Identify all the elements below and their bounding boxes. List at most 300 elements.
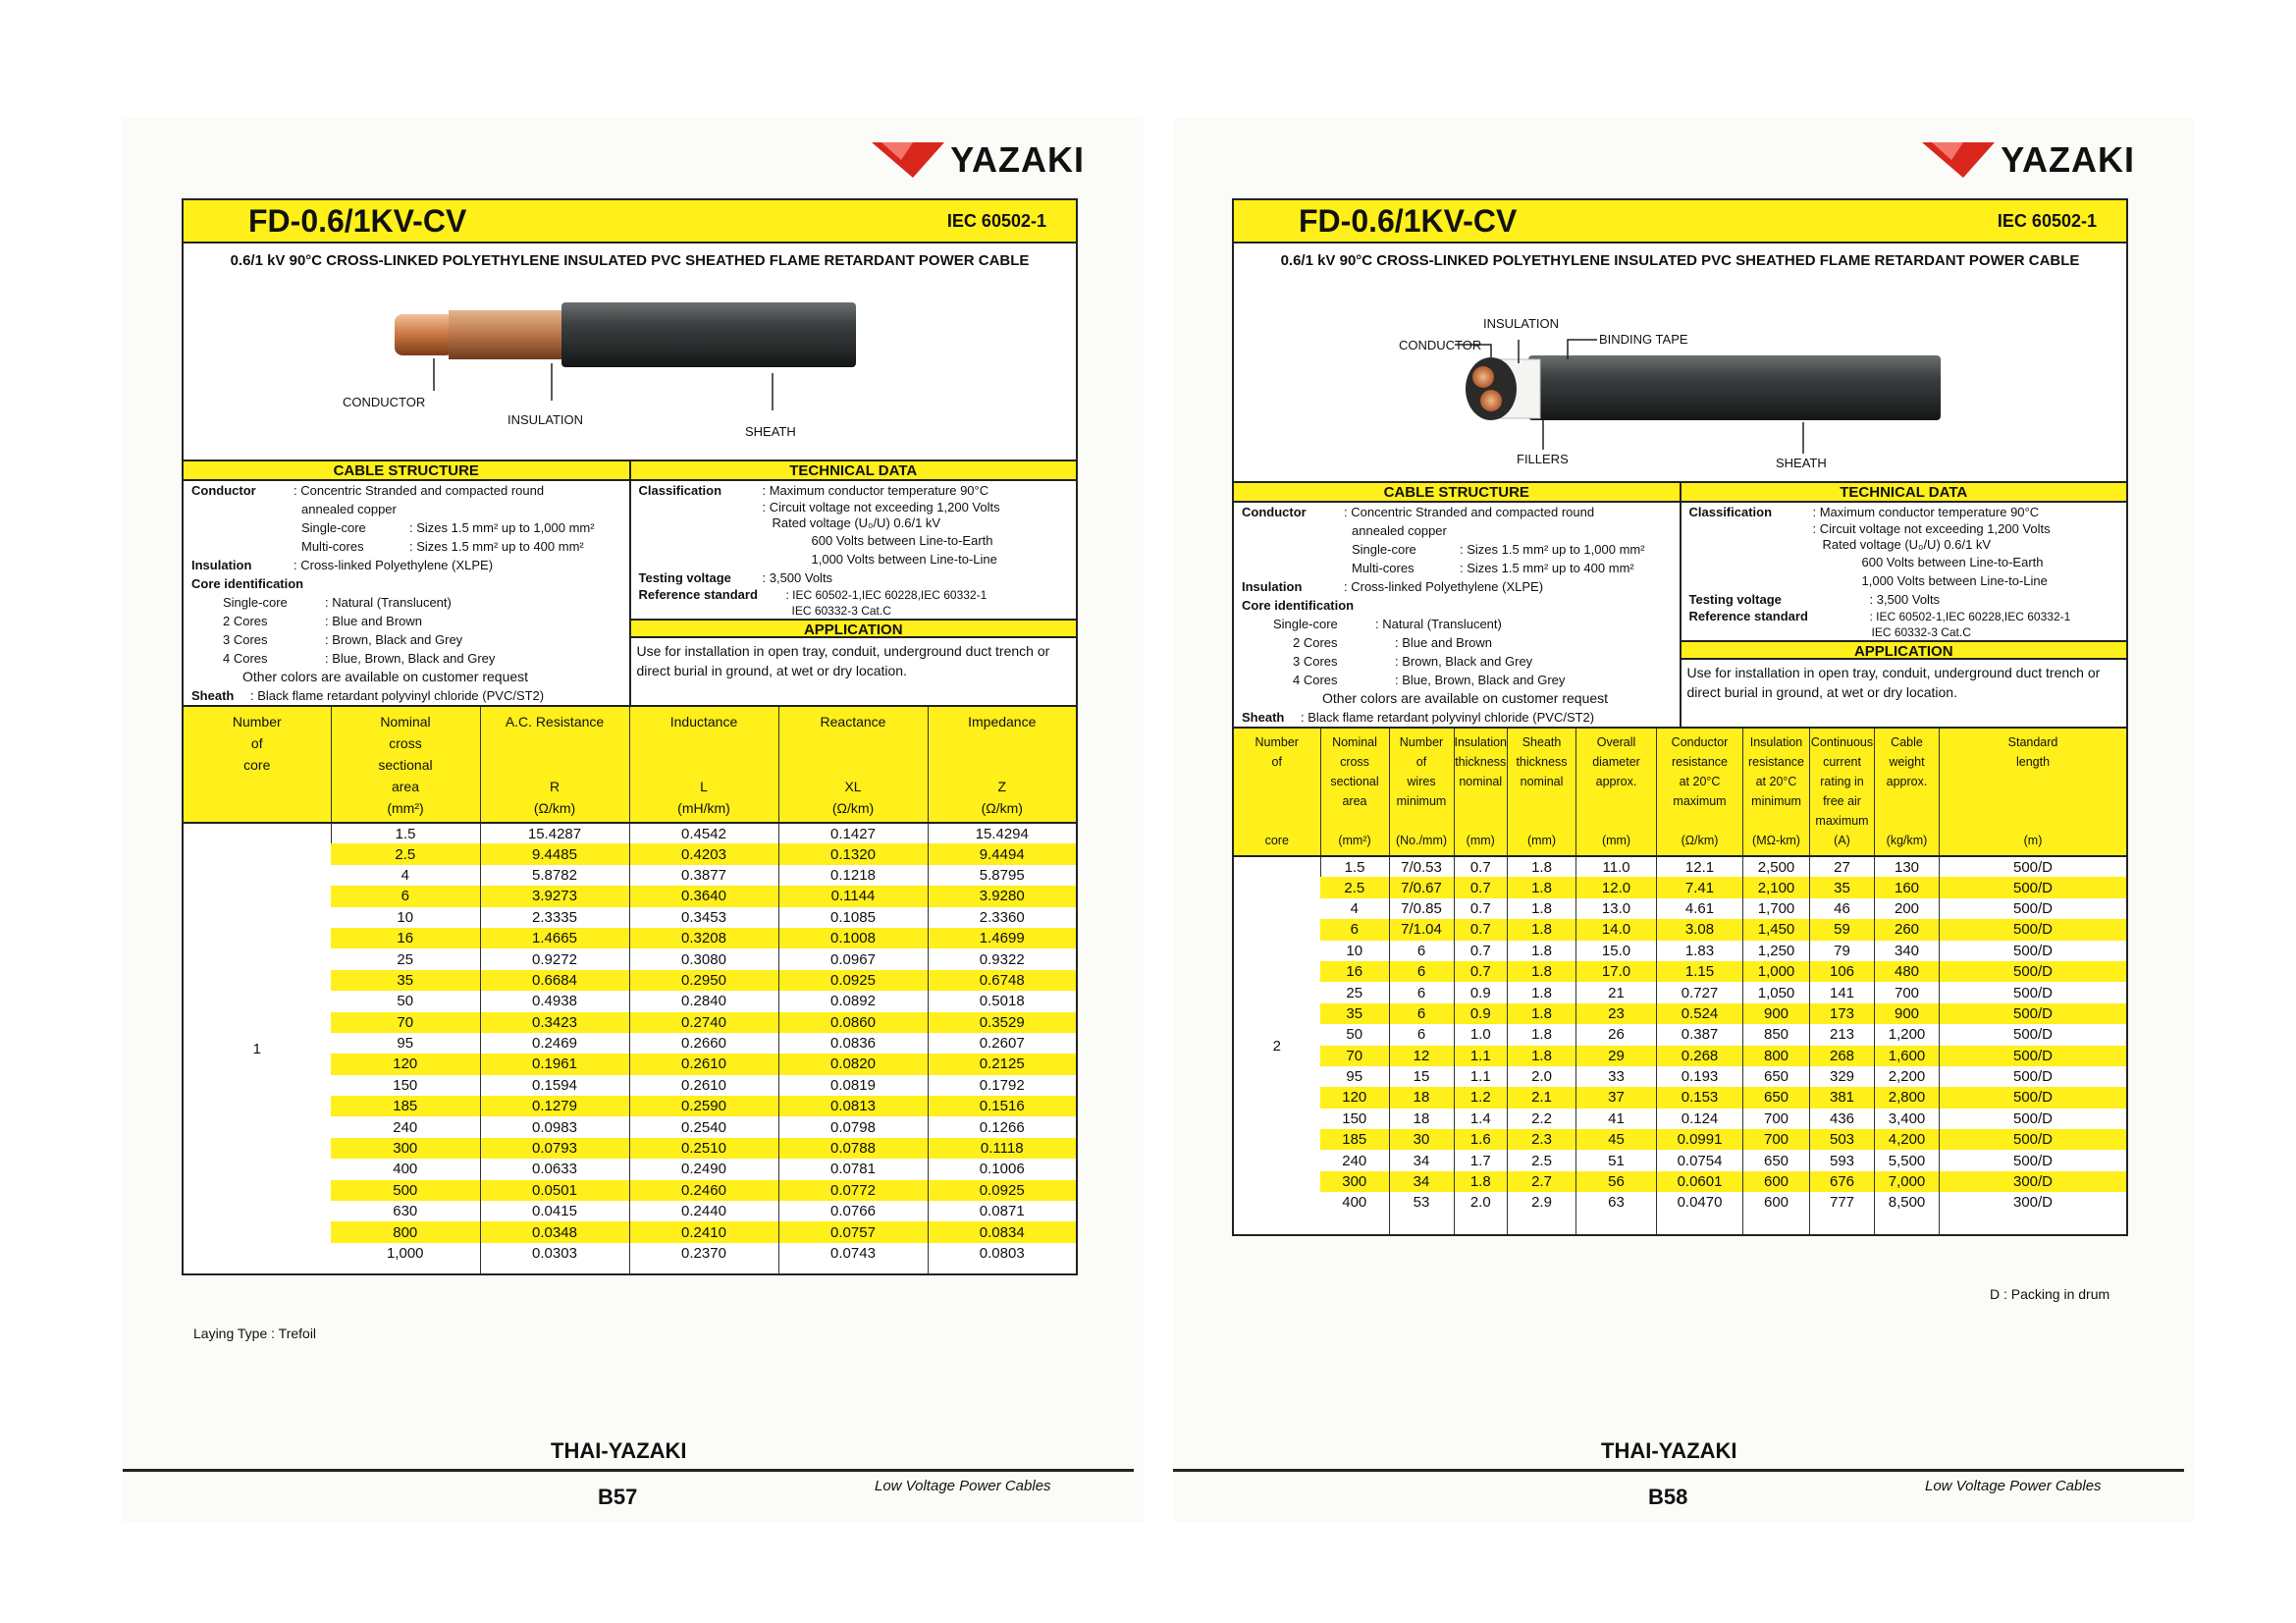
table-cell: 16 xyxy=(331,928,480,948)
core-id-key: Single-core xyxy=(223,595,288,610)
table-cell: 1.4665 xyxy=(480,928,629,948)
conductor-text-2: annealed copper xyxy=(301,502,397,516)
table-cell: 0.2460 xyxy=(629,1180,778,1201)
callout-binding-tape: BINDING TAPE xyxy=(1599,332,1688,347)
table-header-row xyxy=(184,707,1076,823)
insulation-text: : Cross-linked Polyethylene (XLPE) xyxy=(1344,579,1544,594)
table-cell: 500/D xyxy=(1940,898,2126,919)
table-cell: 2,800 xyxy=(1875,1087,1940,1108)
table-cell: 2.5 xyxy=(1320,877,1389,897)
packing-note: D : Packing in drum xyxy=(1990,1286,2110,1302)
header-impedance: Impedance Z (Ω/km) xyxy=(928,707,1076,823)
table-cell: 0.2540 xyxy=(629,1116,778,1137)
table-cell: 13.0 xyxy=(1576,898,1657,919)
table-cell: 1.8 xyxy=(1508,898,1576,919)
table-row xyxy=(1234,877,2126,897)
header-cable-weight: Cable weight approx. (kg/km) xyxy=(1875,729,1940,856)
testing-voltage-label: Testing voltage xyxy=(1688,592,1782,607)
callout-conductor: CONDUCTOR xyxy=(343,395,426,409)
table-cell: 0.6684 xyxy=(480,970,629,991)
table-row xyxy=(1234,856,2126,877)
product-title: FD-0.6/1KV-CV xyxy=(1299,202,1518,239)
header-number-of-core: Number of core xyxy=(1234,729,1320,856)
classification-line: Rated voltage (U₀/U) 0.6/1 kV xyxy=(1822,537,1992,552)
conductor-label: Conductor xyxy=(1242,505,1307,519)
core-id-value: : Brown, Black and Grey xyxy=(1395,654,1533,669)
table-cell: 1,050 xyxy=(1743,982,1810,1002)
table-cell: 0.2610 xyxy=(629,1054,778,1074)
table-cell: 593 xyxy=(1810,1150,1875,1170)
table-cell: 15.0 xyxy=(1576,941,1657,961)
table-cell: 70 xyxy=(331,1012,480,1033)
table-cell: 900 xyxy=(1743,1003,1810,1024)
callout-sheath: SHEATH xyxy=(1776,456,1827,470)
table-cell: 41 xyxy=(1576,1109,1657,1129)
table-cell: 173 xyxy=(1810,1003,1875,1024)
table-cell: 21 xyxy=(1576,982,1657,1002)
table-cell: 130 xyxy=(1875,856,1940,877)
table-cell: 2.3335 xyxy=(480,907,629,928)
table-cell: 0.0601 xyxy=(1657,1171,1743,1192)
table-cell: 500/D xyxy=(1940,856,2126,877)
testing-voltage-value: : 3,500 Volts xyxy=(762,570,833,585)
conductor-text: : Concentric Stranded and compacted round xyxy=(294,483,545,498)
conductor-label: Conductor xyxy=(191,483,256,498)
table-cell: 0.1594 xyxy=(480,1075,629,1096)
table-cell: 1.4699 xyxy=(928,928,1076,948)
core-id-value: : Brown, Black and Grey xyxy=(325,632,463,647)
table-cell: 1,200 xyxy=(1875,1024,1940,1045)
multi-core-label: Multi-cores xyxy=(301,539,364,554)
table-cell: 0.1516 xyxy=(928,1096,1076,1116)
table-cell: 2.3360 xyxy=(928,907,1076,928)
table-row xyxy=(1234,1150,2126,1170)
core-id-value: : Blue, Brown, Black and Grey xyxy=(1395,673,1566,687)
table-cell: 0.0925 xyxy=(778,970,928,991)
table-cell: 1.4 xyxy=(1454,1109,1508,1129)
table-cell: 34 xyxy=(1389,1150,1454,1170)
classification-line: 1,000 Volts between Line-to-Line xyxy=(1861,573,2048,588)
table-cell: 0.727 xyxy=(1657,982,1743,1002)
info-section xyxy=(1234,483,2126,729)
table-cell: 0.0892 xyxy=(778,991,928,1011)
table-cell: 300/D xyxy=(1940,1192,2126,1213)
table-cell: 400 xyxy=(393,1161,418,1178)
table-cell: 0.2740 xyxy=(629,1012,778,1033)
table-cell: 329 xyxy=(1810,1066,1875,1087)
table-cell: 0.9272 xyxy=(480,948,629,969)
table-cell: 1.8 xyxy=(1508,919,1576,940)
table-cell: 4 xyxy=(400,866,409,884)
insulation-label: Insulation xyxy=(1242,579,1303,594)
table-cell: 2,500 xyxy=(1743,856,1810,877)
table-cell: 500/D xyxy=(1940,1109,2126,1129)
standard-label: IEC 60502-1 xyxy=(1997,210,2097,231)
reference-standard-value: : IEC 60502-1,IEC 60228,IEC 60332-1 xyxy=(1869,610,2071,623)
table-cell: 10 xyxy=(397,908,414,926)
table-cell: 6 xyxy=(1389,1024,1454,1045)
table-cell: 10 xyxy=(1346,942,1363,959)
classification-line: : Circuit voltage not exceeding 1,200 Volts xyxy=(762,500,1000,514)
table-row xyxy=(1234,1171,2126,1192)
other-colors-note: Other colors are available on customer request xyxy=(242,669,529,684)
table-cell: 37 xyxy=(1576,1087,1657,1108)
core-id-key: Single-core xyxy=(1273,617,1338,631)
table-cell: 300 xyxy=(1320,1171,1389,1192)
table-cell: 1.8 xyxy=(1508,1024,1576,1045)
table-cell: 0.387 xyxy=(1657,1024,1743,1045)
table-cell: 0.9322 xyxy=(928,948,1076,969)
cable-illustration xyxy=(1234,275,2126,483)
header-nominal-area: Nominal cross sectional area (mm²) xyxy=(331,707,480,823)
table-cell: 3.08 xyxy=(1657,919,1743,940)
table-cell: 0.2590 xyxy=(629,1096,778,1116)
footer-category: Low Voltage Power Cables xyxy=(1925,1478,2102,1494)
table-cell: 0.6748 xyxy=(928,970,1076,991)
table-cell: 850 xyxy=(1743,1024,1810,1045)
core-count-cell: 2 xyxy=(1234,856,1320,1234)
table-row xyxy=(1234,1109,2126,1129)
table-cell: 4 xyxy=(1350,899,1359,917)
footer-company: THAI-YAZAKI xyxy=(551,1438,687,1463)
table-cell: 0.0820 xyxy=(778,1054,928,1074)
table-cell: 700 xyxy=(1875,982,1940,1002)
table-cell: 1,000 xyxy=(1743,961,1810,982)
conductor-text-2: annealed copper xyxy=(1352,523,1447,538)
table-cell: 0.3877 xyxy=(629,865,778,886)
table-cell: 1,000 xyxy=(386,1245,424,1262)
core-id-key: 4 Cores xyxy=(1293,673,1338,687)
table-cell: 0.0303 xyxy=(480,1243,629,1264)
table-cell: 45 xyxy=(1576,1129,1657,1150)
other-colors-note: Other colors are available on customer request xyxy=(1322,690,1609,706)
sheath-label: Sheath xyxy=(1242,710,1285,725)
core-id-key: 2 Cores xyxy=(223,614,268,628)
testing-voltage-label: Testing voltage xyxy=(638,570,731,585)
table-cell: 500/D xyxy=(1940,982,2126,1002)
technical-data-heading: TECHNICAL DATA xyxy=(631,461,1077,481)
cable-structure xyxy=(184,461,631,705)
title-bar xyxy=(184,200,1076,243)
table-cell: 7/0.67 xyxy=(1389,877,1454,897)
table-cell: 185 xyxy=(1320,1129,1389,1150)
table-cell: 5,500 xyxy=(1875,1150,1940,1170)
table-cell: 7.41 xyxy=(1657,877,1743,897)
table-cell: 0.7 xyxy=(1454,856,1508,877)
table-cell: 600 xyxy=(1743,1171,1810,1192)
table-cell: 500/D xyxy=(1940,941,2126,961)
header-current-rating: Continuous current rating in free air maximum (A) xyxy=(1810,729,1875,856)
table-cell: 268 xyxy=(1810,1046,1875,1066)
table-cell: 1,600 xyxy=(1875,1046,1940,1066)
table-cell: 436 xyxy=(1810,1109,1875,1129)
core-id-value: : Natural (Translucent) xyxy=(1375,617,1502,631)
table-cell: 1.8 xyxy=(1508,982,1576,1002)
header-ac-resistance: A.C. Resistance R (Ω/km) xyxy=(480,707,629,823)
table-cell: 1,700 xyxy=(1743,898,1810,919)
core-id-key: 3 Cores xyxy=(1293,654,1338,669)
datasheet-frame xyxy=(1232,198,2128,1236)
table-cell: 0.0772 xyxy=(778,1180,928,1201)
table-cell: 0.0633 xyxy=(480,1159,629,1179)
table-cell: 2.9 xyxy=(1508,1192,1576,1213)
table-cell: 1,450 xyxy=(1743,919,1810,940)
table-cell: 59 xyxy=(1810,919,1875,940)
table-row xyxy=(1234,1066,2126,1087)
table-cell: 0.0813 xyxy=(778,1096,928,1116)
table-cell: 500/D xyxy=(1940,961,2126,982)
callout-conductor: CONDUCTOR xyxy=(1399,338,1482,352)
core-id-value: : Natural (Translucent) xyxy=(325,595,452,610)
table-cell: 6 xyxy=(1320,919,1389,940)
table-cell: 50 xyxy=(397,993,414,1010)
table-cell: 700 xyxy=(1743,1129,1810,1150)
table-cell: 0.3529 xyxy=(928,1012,1076,1033)
footer-company: THAI-YAZAKI xyxy=(1601,1438,1737,1463)
table-cell: 15 xyxy=(1389,1066,1454,1087)
yazaki-logo xyxy=(1922,139,2135,181)
table-cell: 0.4203 xyxy=(629,843,778,864)
cable-illustration xyxy=(184,275,1076,461)
table-row xyxy=(1234,1129,2126,1150)
table-cell: 0.2440 xyxy=(629,1201,778,1221)
header-inductance: Inductance L (mH/km) xyxy=(629,707,778,823)
table-cell: 800 xyxy=(1743,1046,1810,1066)
table-pad-row xyxy=(1234,1214,2126,1234)
yazaki-logo xyxy=(872,139,1085,181)
table-cell: 35 xyxy=(1320,1003,1389,1024)
table-cell: 25 xyxy=(397,950,414,968)
table-cell: 1.8 xyxy=(1508,1046,1576,1066)
callout-insulation: INSULATION xyxy=(1483,316,1560,331)
table-cell: 0.0766 xyxy=(778,1201,928,1221)
table-cell: 0.1266 xyxy=(928,1116,1076,1137)
table-cell: 120 xyxy=(331,1054,480,1074)
conductor-text: : Concentric Stranded and compacted round xyxy=(1344,505,1595,519)
table-cell: 260 xyxy=(1875,919,1940,940)
table-cell: 0.2607 xyxy=(928,1033,1076,1054)
table-row xyxy=(1234,961,2126,982)
table-cell: 0.193 xyxy=(1657,1066,1743,1087)
table-cell: 0.4542 xyxy=(629,823,778,843)
classification-line: : Maximum conductor temperature 90°C xyxy=(762,483,989,498)
info-section xyxy=(184,461,1076,707)
classification-label: Classification xyxy=(1688,505,1773,519)
table-cell: 0.2410 xyxy=(629,1221,778,1242)
cable-structure xyxy=(1234,483,1682,727)
classification-line: 1,000 Volts between Line-to-Line xyxy=(811,552,997,567)
table-cell: 4.61 xyxy=(1657,898,1743,919)
table-cell: 0.1085 xyxy=(778,907,928,928)
table-cell: 0.7 xyxy=(1454,961,1508,982)
table-cell: 800 xyxy=(331,1221,480,1242)
page-b57 xyxy=(123,118,1144,1522)
table-cell: 6 xyxy=(1389,1003,1454,1024)
technical-data xyxy=(631,461,1077,705)
product-subtitle: 0.6/1 kV 90°C CROSS-LINKED POLYETHYLENE INSULATED PVC SHEATHED FLAME RETARDANT POWER CABLE xyxy=(1280,252,2080,269)
table-cell: 1.2 xyxy=(1454,1087,1508,1108)
table-cell: 70 xyxy=(1320,1046,1389,1066)
title-bar xyxy=(1234,200,2126,243)
table-cell: 0.1006 xyxy=(928,1159,1076,1179)
electrical-data-table xyxy=(184,707,1076,1273)
table-cell: 0.0983 xyxy=(480,1116,629,1137)
footer-category: Low Voltage Power Cables xyxy=(875,1478,1051,1494)
table-cell: 9.4485 xyxy=(480,843,629,864)
table-cell: 0.0781 xyxy=(778,1159,928,1179)
table-cell: 500/D xyxy=(1940,1087,2126,1108)
sheath-text: : Black flame retardant polyvinyl chloride (PVC/ST2) xyxy=(250,688,545,703)
table-cell: 3.9280 xyxy=(928,886,1076,906)
table-cell: 0.1961 xyxy=(480,1054,629,1074)
table-cell: 213 xyxy=(1810,1024,1875,1045)
table-cell: 17.0 xyxy=(1576,961,1657,982)
table-cell: 120 xyxy=(1320,1087,1389,1108)
core-count-cell: 1 xyxy=(184,823,331,1273)
table-cell: 6 xyxy=(1389,961,1454,982)
table-cell: 35 xyxy=(331,970,480,991)
header-nominal-area: Nominal cross sectional area (mm²) xyxy=(1320,729,1389,856)
table-cell: 0.9 xyxy=(1454,1003,1508,1024)
page-b58 xyxy=(1173,118,2194,1522)
table-cell: 0.9 xyxy=(1454,982,1508,1002)
table-cell: 0.0788 xyxy=(778,1138,928,1159)
table-row xyxy=(1234,1046,2126,1066)
insulation-text: : Cross-linked Polyethylene (XLPE) xyxy=(294,558,494,572)
table-cell: 1.83 xyxy=(1657,941,1743,961)
table-cell: 500/D xyxy=(1940,1003,2126,1024)
table-cell: 1.5 xyxy=(331,823,480,843)
table-cell: 0.0793 xyxy=(480,1138,629,1159)
table-cell: 1.1 xyxy=(1454,1066,1508,1087)
two-core-cable-image xyxy=(1234,275,2126,483)
table-cell: 0.3080 xyxy=(629,948,778,969)
table-cell: 46 xyxy=(1810,898,1875,919)
table-cell: 0.0834 xyxy=(928,1221,1076,1242)
table-cell: 56 xyxy=(1576,1171,1657,1192)
table-cell: 27 xyxy=(1810,856,1875,877)
table-cell: 2.2 xyxy=(1508,1109,1576,1129)
table-cell: 0.1792 xyxy=(928,1075,1076,1096)
table-cell: 1.8 xyxy=(1454,1171,1508,1192)
table-cell: 1.0 xyxy=(1454,1024,1508,1045)
table-cell: 0.0798 xyxy=(778,1116,928,1137)
core-id-key: 4 Cores xyxy=(223,651,268,666)
table-cell: 300/D xyxy=(1940,1171,2126,1192)
table-cell: 0.0860 xyxy=(778,1012,928,1033)
table-row xyxy=(1234,1087,2126,1108)
classification-line: : Circuit voltage not exceeding 1,200 Volts xyxy=(1812,521,2051,536)
table-cell: 503 xyxy=(1810,1129,1875,1150)
table-cell: 0.0925 xyxy=(928,1180,1076,1201)
table-cell: 0.0991 xyxy=(1657,1129,1743,1150)
footer-divider xyxy=(1173,1469,2184,1472)
table-cell: 0.0757 xyxy=(778,1221,928,1242)
yazaki-logo-mark-icon xyxy=(872,140,944,180)
table-cell: 2.1 xyxy=(1508,1087,1576,1108)
core-id-value: : Blue and Brown xyxy=(1395,635,1493,650)
header-number-of-wires: Number of wires minimum (No./mm) xyxy=(1389,729,1454,856)
table-cell: 6 xyxy=(1389,982,1454,1002)
reference-standard-label: Reference standard xyxy=(1688,609,1808,623)
core-id-key: 3 Cores xyxy=(223,632,268,647)
callout-sheath: SHEATH xyxy=(745,424,796,439)
table-cell: 0.2125 xyxy=(928,1054,1076,1074)
brand-name: YAZAKI xyxy=(2001,139,2135,180)
table-cell: 5.8795 xyxy=(928,865,1076,886)
table-cell: 0.2490 xyxy=(629,1159,778,1179)
table-cell: 650 xyxy=(1743,1066,1810,1087)
core-id-value: : Blue, Brown, Black and Grey xyxy=(325,651,496,666)
table-cell: 0.1427 xyxy=(778,823,928,843)
table-cell: 240 xyxy=(1342,1152,1367,1169)
header-reactance: Reactance XL (Ω/km) xyxy=(778,707,928,823)
table-cell: 160 xyxy=(1875,877,1940,897)
classification-line: 600 Volts between Line-to-Earth xyxy=(811,533,993,548)
table-cell: 0.1118 xyxy=(928,1138,1076,1159)
table-row xyxy=(1234,1192,2126,1213)
application-text: Use for installation in open tray, conduit, underground duct trench or direct burial in ground, at wet or dry location. xyxy=(636,643,1050,678)
application-heading: APPLICATION xyxy=(631,619,1077,638)
table-cell: 11.0 xyxy=(1576,856,1657,877)
table-cell: 2,100 xyxy=(1743,877,1810,897)
table-cell: 2.0 xyxy=(1508,1066,1576,1087)
table-cell: 500/D xyxy=(1940,877,2126,897)
single-core-cable-image xyxy=(184,275,1076,422)
table-cell: 1.15 xyxy=(1657,961,1743,982)
table-cell: 0.2840 xyxy=(629,991,778,1011)
table-cell: 50 xyxy=(1346,1026,1363,1044)
reference-standard-value-2: IEC 60332-3 Cat.C xyxy=(1871,625,1971,639)
header-sheath-thickness: Sheath thickness nominal (mm) xyxy=(1508,729,1576,856)
footer-divider xyxy=(123,1469,1134,1472)
product-subtitle: 0.6/1 kV 90°C CROSS-LINKED POLYETHYLENE INSULATED PVC SHEATHED FLAME RETARDANT POWER CABLE xyxy=(230,252,1030,269)
reference-standard-value-2: IEC 60332-3 Cat.C xyxy=(791,604,891,618)
table-cell: 23 xyxy=(1576,1003,1657,1024)
table-row xyxy=(1234,898,2126,919)
insulation-label: Insulation xyxy=(191,558,252,572)
cable-structure-heading: CABLE STRUCTURE xyxy=(1234,483,1680,503)
table-cell: 500 xyxy=(331,1180,480,1201)
table-cell: 0.1008 xyxy=(778,928,928,948)
table-cell: 95 xyxy=(1346,1068,1363,1086)
table-cell: 6 xyxy=(1389,941,1454,961)
table-cell: 0.1218 xyxy=(778,865,928,886)
table-cell: 2.5 xyxy=(331,843,480,864)
footer-page-number: B57 xyxy=(598,1485,638,1509)
table-cell: 12.0 xyxy=(1576,877,1657,897)
table-cell: 1.8 xyxy=(1508,1003,1576,1024)
table-cell: 150 xyxy=(393,1076,418,1094)
core-id-value: : Blue and Brown xyxy=(325,614,423,628)
table-cell: 340 xyxy=(1875,941,1940,961)
table-cell: 12 xyxy=(1389,1046,1454,1066)
cable-structure-heading: CABLE STRUCTURE xyxy=(184,461,629,481)
table-cell: 240 xyxy=(393,1118,418,1136)
multi-core-text: : Sizes 1.5 mm² up to 400 mm² xyxy=(1460,561,1634,575)
table-cell: 9.4494 xyxy=(928,843,1076,864)
table-cell: 0.0348 xyxy=(480,1221,629,1242)
standard-label: IEC 60502-1 xyxy=(946,210,1046,231)
table-cell: 0.3640 xyxy=(629,886,778,906)
table-cell: 700 xyxy=(1743,1109,1810,1129)
table-header-row xyxy=(1234,729,2126,856)
table-cell: 0.3453 xyxy=(629,907,778,928)
table-cell: 95 xyxy=(397,1035,414,1053)
table-row xyxy=(1234,1024,2126,1045)
table-cell: 1.8 xyxy=(1508,877,1576,897)
table-cell: 676 xyxy=(1810,1171,1875,1192)
